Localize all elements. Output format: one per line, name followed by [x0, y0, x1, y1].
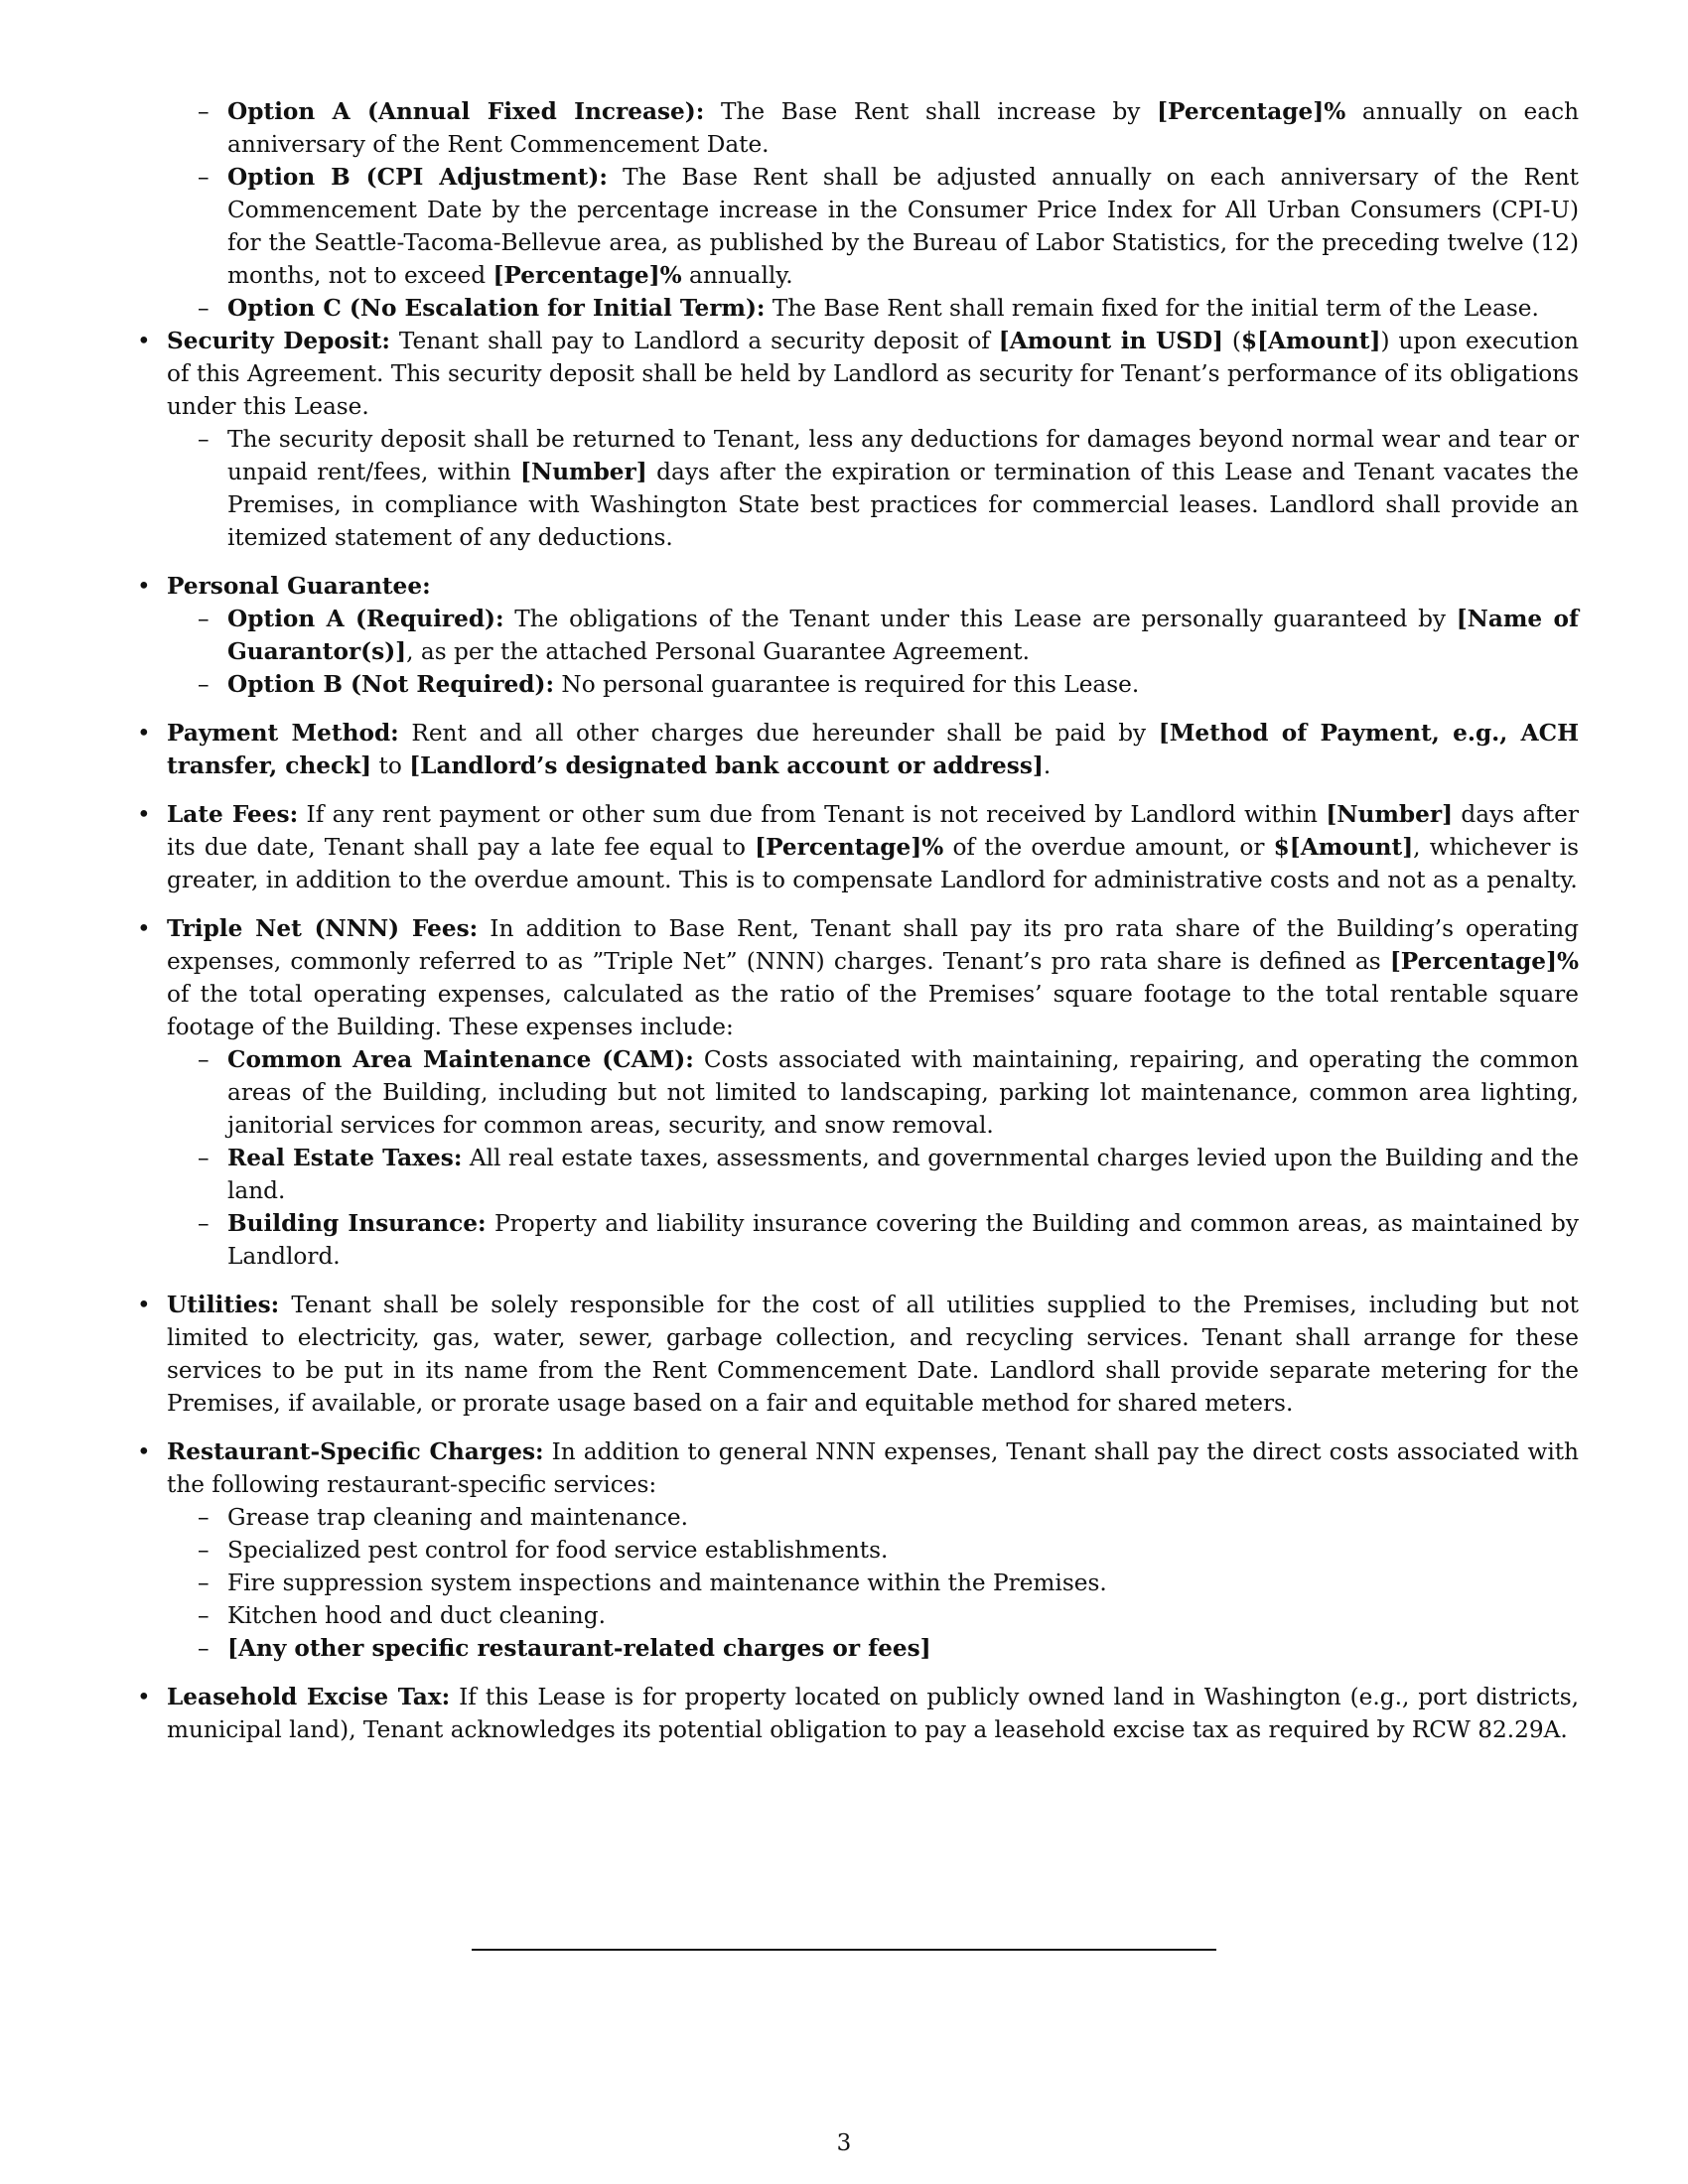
- section-text: days after its due date, Tenant shall pay a late fee equal to: [167, 801, 1579, 861]
- restaurant-charge: – Grease trap cleaning and maintenance.: [227, 1501, 1579, 1534]
- guarantee-options-list: [167, 603, 1579, 701]
- section-label: Restaurant-Specific Charges:: [167, 1438, 544, 1465]
- placeholder-field: [Landlord’s designated bank account or address]: [409, 752, 1044, 779]
- lease-terms-list: [167, 325, 1579, 1746]
- section-text: If this Lease is for property located on publicly owned land in Washington (e.g., port districts, municipal land), Tenant acknowledges its potential obligation to pay a leasehold excise tax as required by RCW 82.29A.: [167, 1684, 1579, 1743]
- placeholder-field: $[Amount]: [1273, 834, 1414, 861]
- nnn-expense-item: [227, 1142, 1579, 1207]
- section-divider: [472, 1949, 1216, 1951]
- restaurant-charges-item: [167, 1435, 1579, 1665]
- section-label: Personal Guarantee:: [167, 573, 431, 600]
- section-text: If any rent payment or other sum due from Tenant is not received by Landlord within: [298, 801, 1327, 828]
- section-label: Late Fees:: [167, 801, 299, 828]
- escalation-option-a: [227, 95, 1579, 161]
- placeholder-field: [Number]: [1326, 801, 1454, 828]
- expense-text: Costs associated with maintaining, repairing, and operating the common areas of the Building, including but not limited to landscaping, parking lot maintenance, common area lighting, janitorial services for common areas, security, and snow removal.: [227, 1046, 1579, 1139]
- expense-label: Building Insurance:: [227, 1210, 487, 1237]
- expense-label: Real Estate Taxes:: [227, 1145, 463, 1171]
- guarantee-option-a: [227, 603, 1579, 668]
- placeholder-field: [Any other specific restaurant-related charges or fees]: [227, 1635, 931, 1662]
- restaurant-charge: – Specialized pest control for food service establishments.: [227, 1534, 1579, 1567]
- guarantee-option-b: [227, 668, 1579, 701]
- escalation-options-list: [167, 95, 1579, 325]
- option-text: The Base Rent shall increase by: [704, 98, 1158, 125]
- restaurant-charge: – Fire suppression system inspections and maintenance within the Premises.: [227, 1567, 1579, 1599]
- option-label: Option B (CPI Adjustment):: [227, 164, 608, 191]
- section-text: Tenant shall pay to Landlord a security deposit of: [389, 328, 999, 354]
- section-text: In addition to general NNN expenses, Tenant shall pay the direct costs associated with the following restaurant-specific services:: [167, 1438, 1579, 1498]
- option-text: No personal guarantee is required for this Lease.: [554, 671, 1140, 698]
- section-text: of the total operating expenses, calculated as the ratio of the Premises’ square footage to the total rentable square footage of the Building. These expenses include:: [167, 981, 1579, 1040]
- placeholder-field: [Percentage]%: [1389, 948, 1579, 975]
- nnn-expense-item: [227, 1043, 1579, 1142]
- option-text: The obligations of the Tenant under this Lease are personally guaranteed by: [503, 606, 1457, 632]
- deposit-return-item: [227, 423, 1579, 554]
- section-label: Payment Method:: [167, 720, 399, 747]
- option-text: The Base Rent shall be adjusted annually on each anniversary of the Rent Commencement Date by the percentage increase in the Consumer Price Index for All Urban Consumers (CPI-U) for the Seattle-Tacoma-Bellevue area, as published by the Bureau of Labor Statistics, for the preceding twelve (12) months, not to exceed: [227, 164, 1579, 289]
- security-deposit-sublist: [167, 423, 1579, 554]
- nnn-fees-item: [167, 912, 1579, 1273]
- restaurant-charge: – Kitchen hood and duct cleaning.: [227, 1599, 1579, 1632]
- utilities-item: [167, 1289, 1579, 1420]
- restaurant-charge-other: [227, 1632, 1579, 1665]
- restaurant-charges-list: [167, 1501, 1579, 1665]
- section-text: days after the expiration or termination of this Lease and Tenant vacates the Premises, in compliance with Washington State best practices for commercial leases. Landlord shall provide an itemized statement of any deductions.: [227, 459, 1579, 551]
- option-text: annually on each anniversary of the Rent Commencement Date.: [227, 98, 1580, 158]
- placeholder-field: [Method of Payment, e.g., ACH transfer, check]: [167, 720, 1579, 779]
- expense-text: All real estate taxes, assessments, and governmental charges levied upon the Building and the land.: [227, 1145, 1579, 1204]
- option-text: The Base Rent shall remain fixed for the initial term of the Lease.: [765, 295, 1539, 322]
- placeholder-field: [Name of Guarantor(s)]: [227, 606, 1579, 665]
- option-label: Option A (Required):: [227, 606, 504, 632]
- option-label: Option A (Annual Fixed Increase):: [227, 98, 705, 125]
- document-page: [167, 95, 1579, 1762]
- section-label: Triple Net (NNN) Fees:: [167, 915, 479, 942]
- section-text: to: [371, 752, 410, 779]
- section-text: .: [1043, 752, 1052, 779]
- placeholder-field: [Percentage]%: [755, 834, 944, 861]
- placeholder-field: [Amount in USD]: [998, 328, 1224, 354]
- escalation-option-b: [227, 161, 1579, 292]
- nnn-expense-item: [227, 1207, 1579, 1273]
- option-text: annually.: [681, 262, 793, 289]
- section-label: Security Deposit:: [167, 328, 390, 354]
- placeholder-field: $[Amount]: [1240, 328, 1381, 354]
- expense-label: Common Area Maintenance (CAM):: [227, 1046, 694, 1073]
- option-text: , as per the attached Personal Guarantee Agreement.: [406, 638, 1030, 665]
- section-label: Utilities:: [167, 1292, 280, 1318]
- page-number: 3: [836, 2130, 852, 2156]
- excise-tax-item: [167, 1681, 1579, 1746]
- option-label: Option C (No Escalation for Initial Term):: [227, 295, 766, 322]
- expense-text: Property and liability insurance covering the Building and common areas, as maintained by Landlord.: [227, 1210, 1580, 1270]
- section-text: , whichever is greater, in addition to the overdue amount. This is to compensate Landlord for administrative costs and not as a penalty.: [167, 834, 1579, 893]
- section-text: Rent and all other charges due hereunder shall be paid by: [398, 720, 1159, 747]
- section-text: of the overdue amount, or: [943, 834, 1274, 861]
- option-label: Option B (Not Required):: [227, 671, 555, 698]
- nnn-expenses-list: [167, 1043, 1579, 1273]
- escalation-option-c: [227, 292, 1579, 325]
- section-text: The security deposit shall be returned to Tenant, less any deductions for damages beyond normal wear and tear or unpaid rent/fees, within: [227, 426, 1579, 485]
- section-text: Tenant shall be solely responsible for the cost of all utilities supplied to the Premises, including but not limited to electricity, gas, water, sewer, garbage collection, and recycling services. Tenant shall arrange for these services to be put in its name from the Rent Commencement Date. Landlord shall provide separate metering for the Premises, if available, or prorate usage based on a fair and equitable method for shared meters.: [167, 1292, 1579, 1417]
- late-fees-item: [167, 798, 1579, 896]
- personal-guarantee-item: [167, 570, 1579, 701]
- placeholder-field: [Number]: [520, 459, 647, 485]
- security-deposit-item: [167, 325, 1579, 554]
- placeholder-field: [Percentage]%: [492, 262, 682, 289]
- section-text: ) upon execution of this Agreement. This security deposit shall be held by Landlord as security for Tenant’s performance of its obligations under this Lease.: [167, 328, 1579, 420]
- placeholder-field: [Percentage]%: [1157, 98, 1346, 125]
- section-label: Leasehold Excise Tax:: [167, 1684, 451, 1710]
- section-text: (: [1223, 328, 1241, 354]
- payment-method-item: [167, 717, 1579, 782]
- section-text: In addition to Base Rent, Tenant shall pay its pro rata share of the Building’s operating expenses, commonly referred to as ”Triple Net” (NNN) charges. Tenant’s pro rata share is defined as: [167, 915, 1579, 975]
